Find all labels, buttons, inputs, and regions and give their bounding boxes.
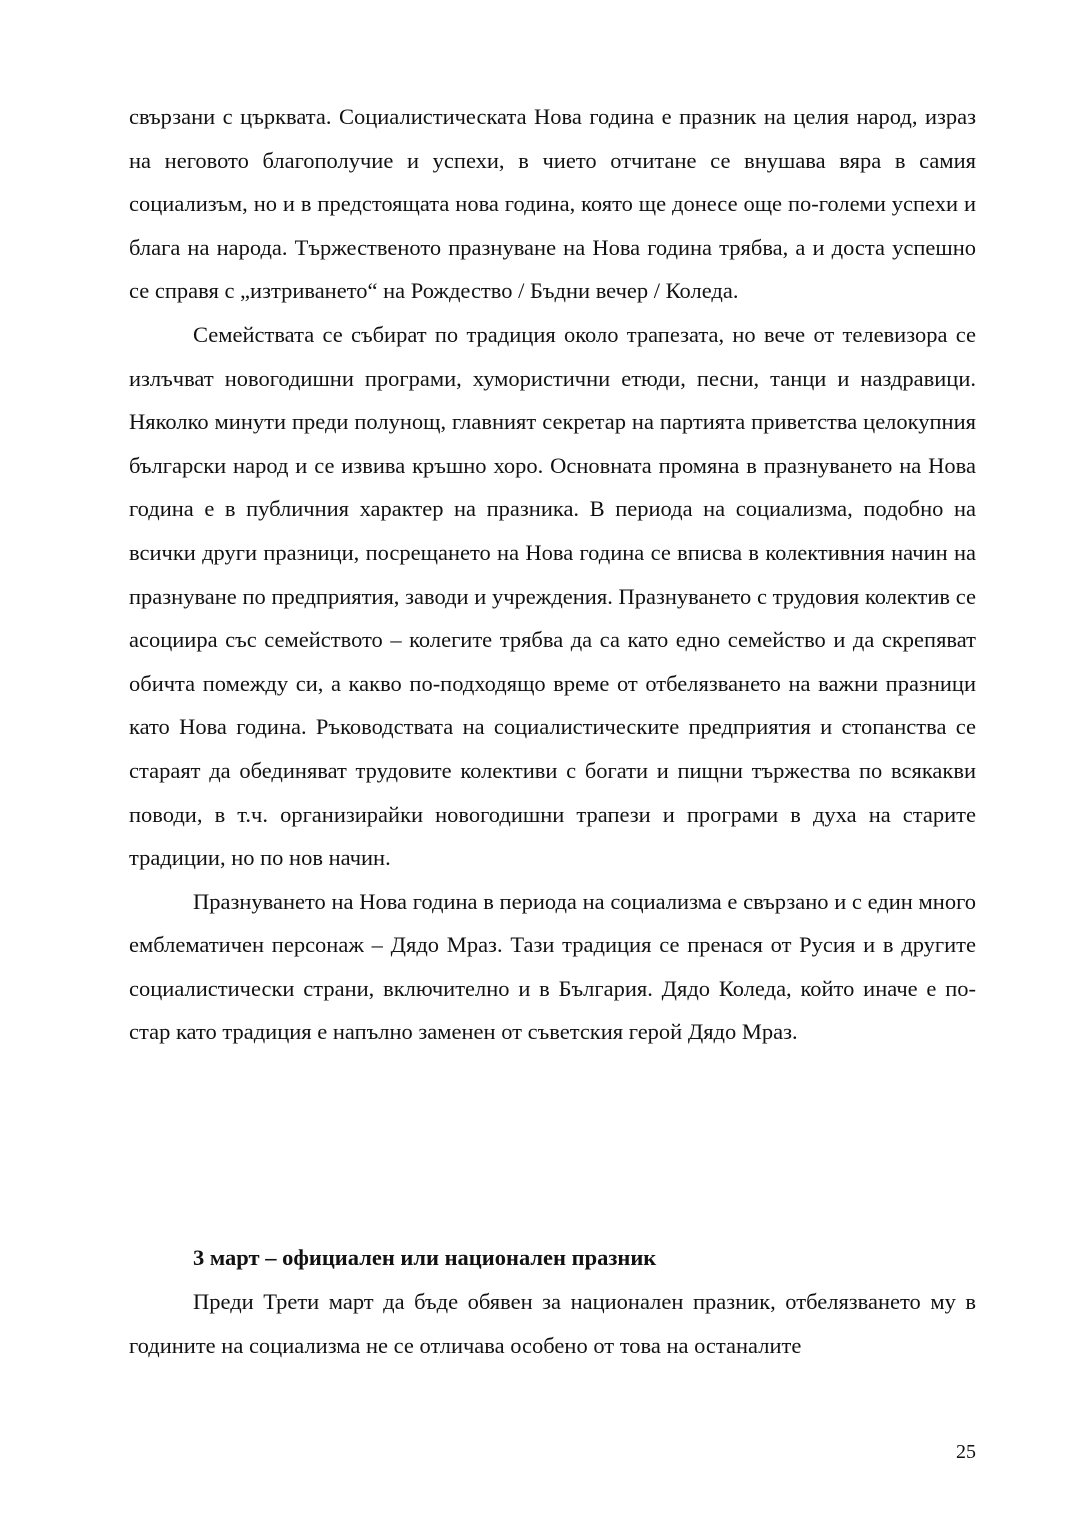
body-text — [129, 95, 976, 1054]
section-body-text — [129, 1280, 976, 1367]
paragraph-dyado-mraz: Празнуването на Нова година в периода на социализма е свързано и с един много емблематичен персонаж – Дядо Мраз. Тази традиция се пренася от Русия и в другите социалистически страни, включително и в България. Дядо Коледа, който иначе е по-стар като традиция е напълно заменен от съветския герой Дядо Мраз. — [129, 888, 976, 1045]
paragraph-continuation: свързани с църквата. Социалистическата Нова година е празник на целия народ, израз на неговото благополучие и успехи, в чието отчитане се внушава вяра в самия социализъм, но и в предстоящата нова година, която ще донесе още по-големи успехи и блага на народа. Тържественото празнуване на Нова година трябва, а и доста успешно се справя с „изтриването“ на Рождество / Бъдни вечер / Коледа. — [129, 104, 976, 304]
section-heading: 3 март – официален или национален празник — [193, 1245, 657, 1270]
paragraph-family-celebration: Семействата се събират по традиция около трапезата, но вече от телевизора се излъчват новогодишни програми, хумористични етюди, песни, танци и наздравици. Няколко минути преди полунощ, главният секретар на партията приветства целокупния български народ и се извива кръшно хоро. Основната промяна в празнуването на Нова година е в публичния характер на празника. В периода на социализма, подобно на всички други празници, посрещането на Нова година се вписва в колективния начин на празнуване по предприятия, заводи и учреждения. Празнуването с трудовия колектив се асоциира със семейството – колегите трябва да са като едно семейство и да скрепяват обичта помежду си, а какво по-подходящо време от отбелязването на важни празници като Нова година. Ръководствата на социалистическите предприятия и стопанства се стараят да обединяват трудовите колективи с богати и пищни тържества по всякакви поводи, в т.ч. организирайки новогодишни трапези и програми в духа на старите традиции, но по нов начин. — [129, 321, 976, 871]
page-number: 25 — [956, 1441, 976, 1463]
paragraph-third-march: Преди Трети март да бъде обявен за национален празник, отбелязването му в годините на социализма не се отличава особено от това на останалите — [129, 1289, 976, 1358]
